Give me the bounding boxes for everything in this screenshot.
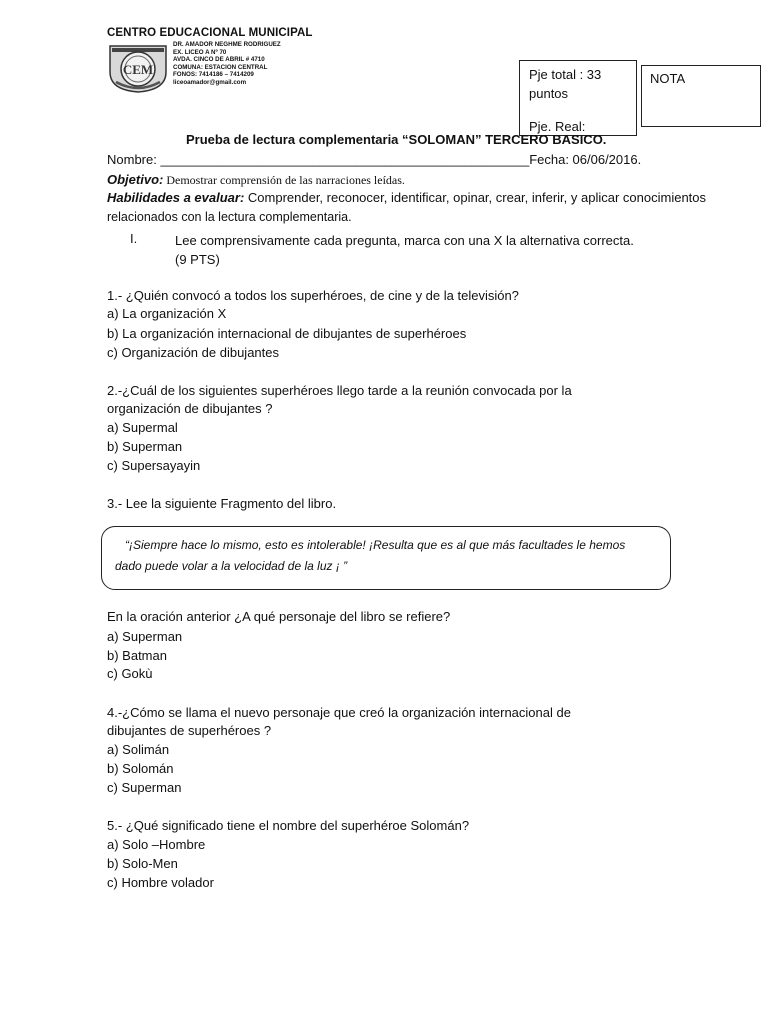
section-points: (9 PTS) <box>175 252 220 267</box>
objective <box>107 172 405 188</box>
question-4: 4.-¿Cómo se llama el nuevo personaje que creó la organización internacional de <box>107 705 571 720</box>
question-2-continued: organización de dibujantes ? <box>107 401 273 416</box>
section-instruction <box>175 231 634 269</box>
q5-option-c[interactable]: c) Hombre volador <box>107 875 214 890</box>
q4-option-c[interactable]: c) Superman <box>107 780 182 795</box>
school-detail-line: EX. LICEO A Nº 70 <box>173 48 227 56</box>
total-score: Pje total : 33 <box>529 67 602 82</box>
q1-option-b[interactable]: b) La organización internacional de dibujantes de superhéroes <box>107 326 467 341</box>
quote-text <box>115 535 660 577</box>
question-5: 5.- ¿Qué significado tiene el nombre del superhéroe Solomán? <box>107 818 470 833</box>
question-2: 2.-¿Cuál de los siguientes superhéroes llego tarde a la reunión convocada por la <box>107 383 572 398</box>
q2-option-c[interactable]: c) Supersayayin <box>107 458 201 473</box>
q3-option-a[interactable]: a) Superman <box>107 629 183 644</box>
school-detail-line: AVDA. CINCO DE ABRIL # 4710 <box>173 56 265 64</box>
q1-option-a[interactable]: a) La organización X <box>107 306 227 321</box>
skills-text-continued: relacionados con la lectura complementaria. <box>107 210 352 224</box>
question-4-continued: dibujantes de superhéroes ? <box>107 723 272 738</box>
test-title: Prueba de lectura complementaria “SOLOMAN” TERCERO BASICO. <box>186 132 607 147</box>
q5-option-b[interactable]: b) Solo-Men <box>107 856 178 871</box>
name-date-line[interactable]: Nombre: ___________________________________________________Fecha: 06/06/2016. <box>107 152 642 167</box>
objective-text: Demostrar comprensión de las narraciones leídas. <box>163 173 405 187</box>
instruction-text: Lee comprensivamente cada pregunta, marca con una X la alternativa correcta. <box>175 233 634 248</box>
school-detail-line: COMUNA: ESTACION CENTRAL <box>173 63 268 71</box>
school-details <box>173 41 281 87</box>
score-box <box>519 60 637 136</box>
total-score-unit: puntos <box>529 86 569 101</box>
q2-option-a[interactable]: a) Supermal <box>107 420 178 435</box>
q3-option-b[interactable]: b) Batman <box>107 648 167 663</box>
question-3: 3.- Lee la siguiente Fragmento del libro. <box>107 496 337 511</box>
skills <box>107 190 706 205</box>
q2-option-b[interactable]: b) Superman <box>107 439 183 454</box>
question-1: 1.- ¿Quién convocó a todos los superhéroes, de cine y de la televisión? <box>107 288 519 303</box>
q5-option-a[interactable]: a) Solo –Hombre <box>107 837 206 852</box>
grade-label: NOTA <box>650 71 686 86</box>
logo-letters: CEM <box>122 62 154 77</box>
school-logo <box>106 42 170 94</box>
grade-box <box>641 65 761 127</box>
school-name: CENTRO EDUCACIONAL MUNICIPAL <box>107 27 313 39</box>
skills-label: Habilidades a evaluar: <box>107 190 245 205</box>
real-score: Pje. Real: <box>529 119 586 134</box>
school-detail-line: DR. AMADOR NEGHME RODRIGUEZ <box>173 41 281 48</box>
q3-option-c[interactable]: c) Gokù <box>107 666 153 681</box>
q4-option-a[interactable]: a) Solimán <box>107 742 170 757</box>
q4-option-b[interactable]: b) Solomán <box>107 761 174 776</box>
question-3-prompt: En la oración anterior ¿A qué personaje del libro se refiere? <box>107 609 451 624</box>
school-detail-line: FONOS: 7414186 – 7414209 <box>173 71 254 79</box>
objective-label: Objetivo: <box>107 172 164 187</box>
section-numeral: I. <box>130 231 138 246</box>
skills-text: Comprender, reconocer, identificar, opinar, crear, inferir, y aplicar conocimientos <box>244 190 707 205</box>
quote-line-2: dado puede volar a la velocidad de la luz ¡ ” <box>115 559 348 573</box>
quote-line-1: “¡Siempre hace lo mismo, esto es intolerable! ¡Resulta que es al que más facultades le hemos <box>125 538 626 552</box>
q1-option-c[interactable]: c) Organización de dibujantes <box>107 345 279 360</box>
school-detail-line: liceoamador@gmail.com <box>173 78 247 86</box>
